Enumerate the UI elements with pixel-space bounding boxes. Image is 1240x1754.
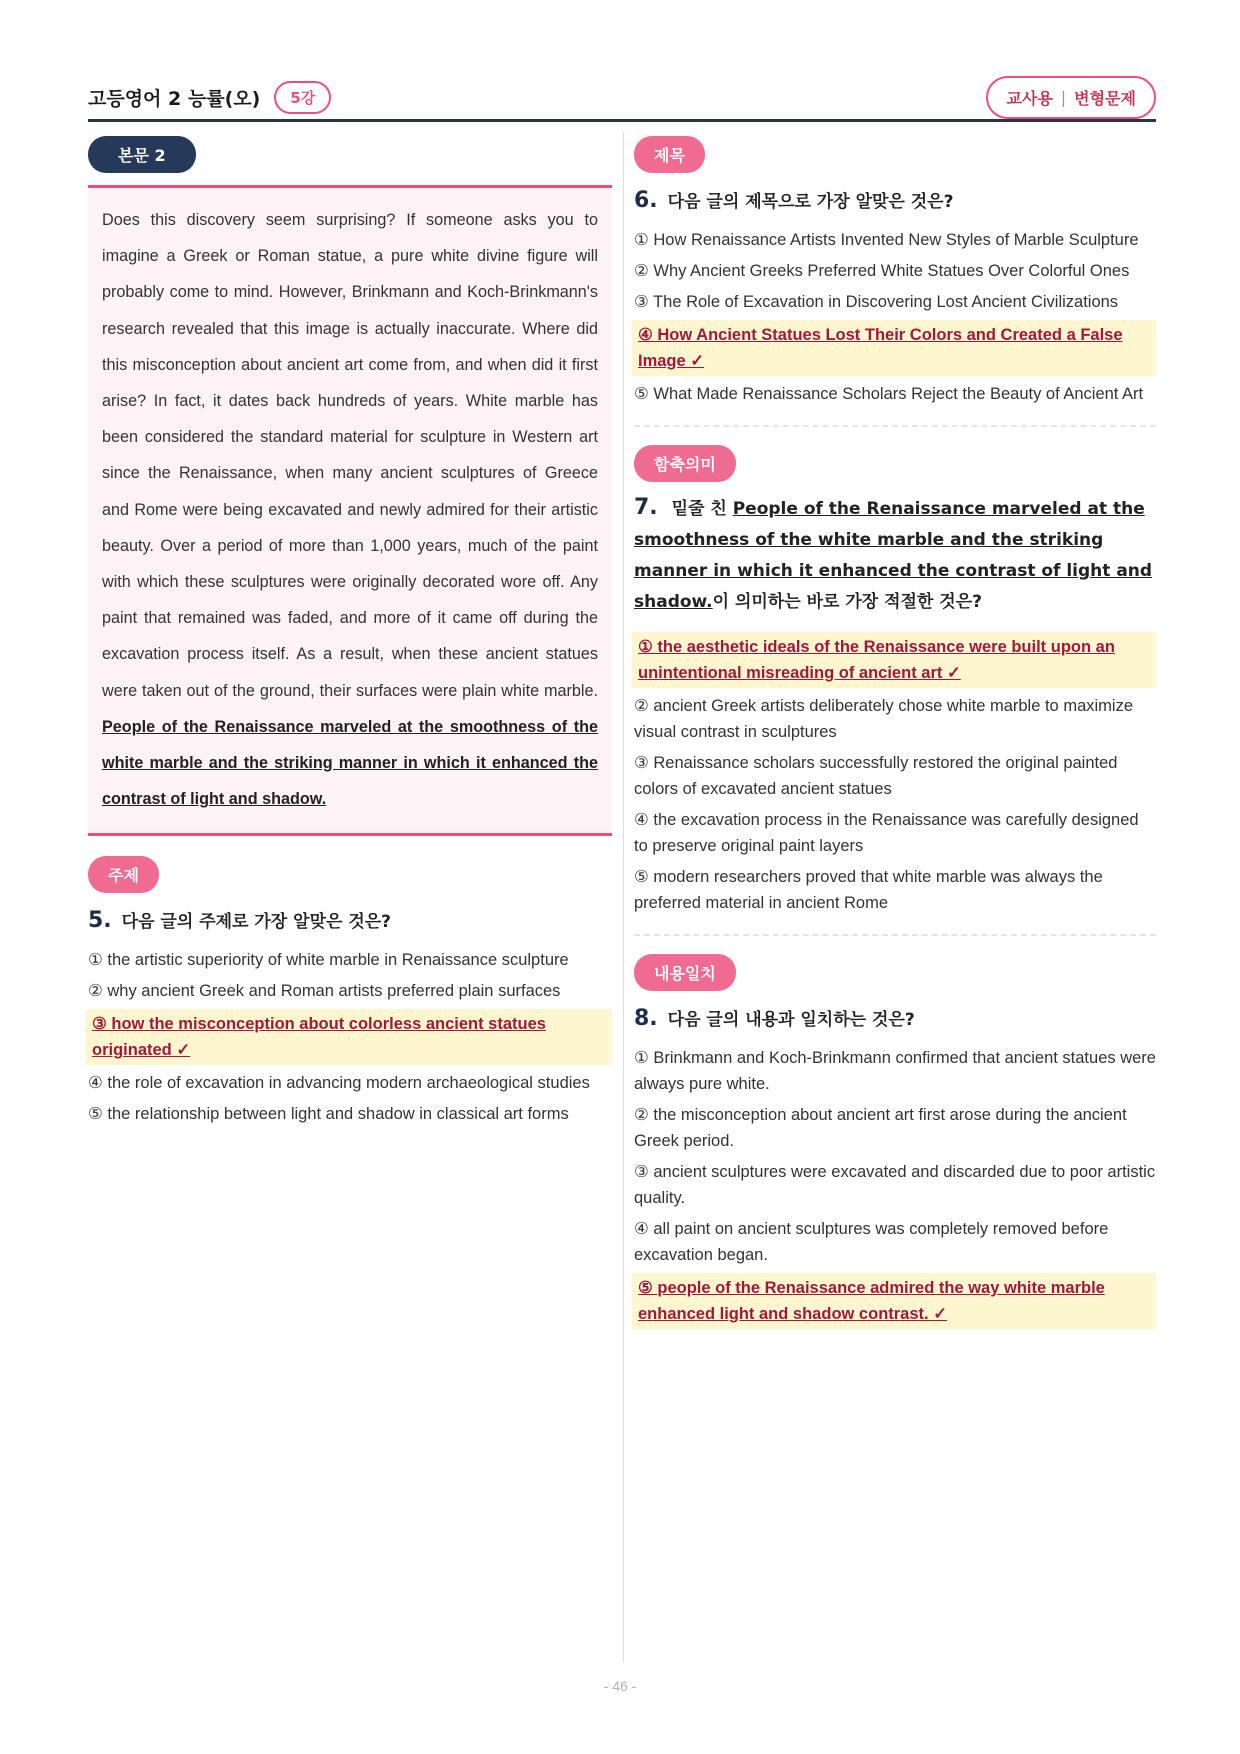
passage-plain: Does this discovery seem surprising? If someone asks you to imagine a Greek or Roman statue, a pure white divine figure will probably come to mind. However, Brinkmann and Koch-Brinkmann's research revealed that this image is actually inaccurate. Where did this misconception about ancient art come from, and when did it first arise? In fact, it dates back hundreds of years. White marble has been considered the standard material for sculpture in Western art since the Renaissance, when many ancient sculptures of Greece and Rome were being excavated and newly admired for their artistic beauty. Over a period of more than 1,000 years, much of the paint with which these sculptures were originally decorated wore off. Any paint that remained was faded, and more of it came off during the excavation process itself. As a result, when these ancient statues were taken out of the ground, their surfaces were plain white marble. — [102, 211, 598, 700]
q7-prompt-prefix: 밑줄 친 — [671, 499, 727, 519]
passage-label: 본문 2 — [88, 136, 196, 173]
q5-number: 5. — [88, 908, 112, 934]
q7-prompt-suffix: 이 의미하는 바로 가장 적절한 것은? — [712, 592, 982, 612]
q8-option-5-correct[interactable]: ⑤ people of the Renaissance admired the way white marble enhanced light and shadow contrast. ✓ — [632, 1273, 1156, 1329]
q6-option-5[interactable]: ⑤ What Made Renaissance Scholars Reject the Beauty of Ancient Art — [634, 385, 1144, 403]
q7-number: 7. — [634, 495, 658, 520]
q8-options — [634, 1045, 1156, 1329]
column-divider — [623, 132, 624, 1662]
q8-option-3[interactable]: ③ ancient sculptures were excavated and discarded due to poor artistic quality. — [634, 1163, 1156, 1207]
q7-option-1-correct[interactable]: ① the aesthetic ideals of the Renaissance were built upon an unintentional misreading of ancient art ✓ — [632, 632, 1156, 688]
q5-category: 주제 — [88, 856, 159, 893]
q6-prompt: 다음 글의 제목으로 가장 알맞은 것은? — [667, 192, 954, 212]
page-number: - 46 - — [603, 1678, 637, 1694]
passage-text — [102, 202, 598, 817]
q7-title — [634, 492, 1156, 618]
q7-prompt-underlined: People of the Renaissance marveled at the smoothness of the white marble and the striking manner in which it enhanced the contrast of light and shadow. — [634, 499, 1153, 612]
q5-prompt: 다음 글의 주제로 가장 알맞은 것은? — [121, 912, 392, 933]
divider-dashed-2 — [634, 934, 1156, 936]
q5-option-4[interactable]: ④ the role of excavation in advancing modern archaeological studies — [88, 1074, 590, 1093]
q7-option-2[interactable]: ② ancient Greek artists deliberately chose white marble to maximize visual contrast in sculptures — [634, 697, 1133, 741]
lesson-badge: 5강 — [274, 81, 331, 114]
q7-category: 함축의미 — [634, 445, 736, 482]
q5-block — [88, 856, 612, 1127]
q6-block — [634, 136, 1156, 407]
q7-option-5[interactable]: ⑤ modern researchers proved that white marble was always the preferred material in ancient Rome — [634, 868, 1103, 912]
left-column — [88, 136, 612, 1132]
q8-number: 8. — [634, 1006, 658, 1031]
q5-option-3-correct[interactable]: ③ how the misconception about colorless ancient statues originated ✓ — [86, 1009, 612, 1065]
q8-title — [634, 1005, 1156, 1031]
q6-option-4-correct[interactable]: ④ How Ancient Statues Lost Their Colors and Created a False Image ✓ — [632, 320, 1156, 376]
page-header — [88, 72, 1156, 122]
header-left — [88, 81, 331, 114]
q5-option-1[interactable]: ① the artistic superiority of white marble in Renaissance sculpture — [88, 951, 569, 970]
edition-badge — [986, 76, 1156, 119]
q8-prompt: 다음 글의 내용과 일치하는 것은? — [667, 1010, 915, 1030]
q5-option-5[interactable]: ⑤ the relationship between light and shadow in classical art forms — [88, 1105, 569, 1124]
q6-option-1[interactable]: ① How Renaissance Artists Invented New Styles of Marble Sculpture — [634, 231, 1139, 249]
q6-category: 제목 — [634, 136, 705, 173]
header-rule — [88, 119, 1156, 122]
q6-option-2[interactable]: ② Why Ancient Greeks Preferred White Statues Over Colorful Ones — [634, 262, 1130, 280]
q5-title — [88, 907, 612, 933]
q8-category: 내용일치 — [634, 954, 736, 991]
q7-option-3[interactable]: ③ Renaissance scholars successfully restored the original painted colors of excavated ancient statues — [634, 754, 1118, 798]
right-column — [634, 136, 1156, 1334]
q6-options — [634, 227, 1156, 407]
q8-option-2[interactable]: ② the misconception about ancient art first arose during the ancient Greek period. — [634, 1106, 1127, 1150]
q5-options — [88, 947, 612, 1127]
q7-option-4[interactable]: ④ the excavation process in the Renaissance was carefully designed to preserve original paint layers — [634, 811, 1139, 855]
role-label: 교사용 — [1006, 88, 1053, 108]
q8-block — [634, 954, 1156, 1329]
q6-number: 6. — [634, 188, 658, 213]
q7-options — [634, 632, 1156, 916]
passage-underlined: People of the Renaissance marveled at the smoothness of the white marble and the striking manner in which it enhanced the contrast of light and shadow. — [102, 717, 598, 809]
divider-dashed — [634, 425, 1156, 427]
passage-box — [88, 185, 612, 836]
q8-option-4[interactable]: ④ all paint on ancient sculptures was completely removed before excavation began. — [634, 1220, 1109, 1264]
q5-option-2[interactable]: ② why ancient Greek and Roman artists preferred plain surfaces — [88, 982, 561, 1001]
q6-option-3[interactable]: ③ The Role of Excavation in Discovering Lost Ancient Civilizations — [634, 293, 1119, 311]
book-title: 고등영어 2 능률(오) — [88, 87, 261, 110]
q6-title — [634, 187, 1156, 213]
badge-separator: | — [1060, 87, 1067, 107]
q7-block — [634, 445, 1156, 916]
type-label: 변형문제 — [1074, 88, 1136, 108]
q8-option-1[interactable]: ① Brinkmann and Koch-Brinkmann confirmed that ancient statues were always pure white. — [634, 1049, 1156, 1093]
